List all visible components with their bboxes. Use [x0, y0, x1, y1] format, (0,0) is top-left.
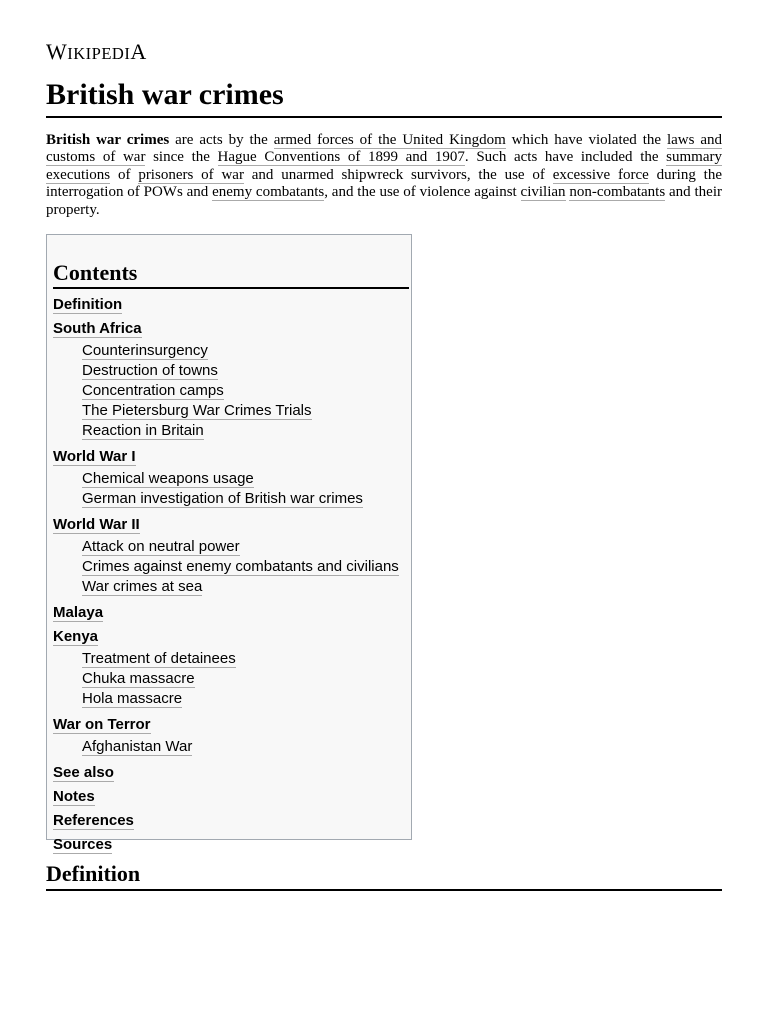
- toc-item-label: War crimes at sea: [82, 578, 203, 595]
- section-heading-definition: Definition: [46, 860, 722, 891]
- intro-link[interactable]: armed forces of the United Kingdom: [273, 132, 506, 148]
- intro-link[interactable]: excessive force: [552, 166, 649, 183]
- intro-text: of: [110, 166, 139, 183]
- toc-item-label: German investigation of British war crimes: [82, 490, 363, 507]
- toc-item-label: Kenya: [53, 628, 99, 645]
- toc-item[interactable]: [82, 690, 182, 708]
- intro-link[interactable]: prisoners of war: [138, 166, 244, 183]
- intro-text: , and the use of violence against: [324, 184, 521, 201]
- toc-title: Contents: [53, 259, 409, 289]
- wikipedia-logo[interactable]: [46, 40, 147, 66]
- toc-item[interactable]: [82, 490, 363, 508]
- toc-item-label: World War I: [53, 448, 136, 465]
- intro-link[interactable]: laws and customs of war: [46, 132, 723, 166]
- intro-text: are acts by the: [169, 132, 274, 148]
- intro-text: which have violated the: [505, 132, 667, 148]
- intro-text: and unarmed shipwreck survivors, the use of: [243, 166, 553, 183]
- toc-item[interactable]: [53, 716, 151, 734]
- toc-item[interactable]: [53, 836, 112, 854]
- toc-item-label: Notes: [53, 788, 95, 805]
- toc-item[interactable]: [53, 812, 134, 830]
- toc-item-label: Crimes against enemy combatants and civilians: [82, 558, 399, 575]
- toc-item-label: Reaction in Britain: [82, 422, 204, 439]
- intro-text: and their property.: [46, 184, 722, 218]
- intro-link[interactable]: enemy combatants: [212, 184, 325, 201]
- intro-paragraph: [46, 132, 722, 219]
- toc-item[interactable]: [82, 558, 399, 576]
- toc-item[interactable]: [53, 628, 98, 646]
- toc-item[interactable]: [82, 670, 195, 688]
- toc-item[interactable]: [82, 342, 208, 360]
- table-of-contents: [46, 234, 412, 853]
- toc-item[interactable]: [82, 650, 236, 668]
- toc-item[interactable]: [53, 788, 95, 806]
- toc-item[interactable]: [82, 382, 224, 400]
- toc-item[interactable]: [82, 402, 312, 420]
- toc-item-label: Attack on neutral power: [82, 538, 240, 555]
- intro-link[interactable]: Hague Conventions of 1899 and 1907: [217, 149, 465, 166]
- toc-item-label: World War II: [53, 516, 140, 533]
- toc-item[interactable]: [53, 516, 140, 534]
- toc-item[interactable]: [82, 578, 202, 596]
- toc-item-label: War on Terror: [53, 716, 151, 733]
- toc-item[interactable]: [82, 422, 204, 440]
- intro-link[interactable]: non-combatants: [569, 184, 666, 201]
- toc-item-label: Treatment of detainees: [82, 650, 236, 667]
- toc-item-label: Concentration camps: [82, 382, 224, 399]
- toc-item[interactable]: [53, 320, 142, 338]
- toc-item-label: See also: [53, 764, 114, 781]
- toc-item-label: Afghanistan War: [82, 738, 193, 755]
- toc-item-label: Sources: [53, 836, 113, 853]
- toc-item-label: Destruction of towns: [82, 362, 218, 379]
- toc-item-label: Counterinsurgency: [82, 342, 208, 359]
- intro-text: . Such acts have included the: [464, 149, 667, 166]
- logo-first-letter: W: [46, 39, 68, 64]
- intro-bold-term: British war crimes: [46, 132, 170, 148]
- toc-item-label: Chuka massacre: [82, 670, 195, 687]
- toc-item[interactable]: [53, 296, 122, 314]
- toc-item[interactable]: [82, 738, 192, 756]
- toc-item[interactable]: [53, 604, 103, 622]
- toc-item-label: Definition: [53, 296, 123, 313]
- page-title: British war crimes: [46, 76, 722, 118]
- toc-item-label: South Africa: [53, 320, 142, 337]
- toc-item[interactable]: [82, 538, 240, 556]
- toc-item-label: Hola massacre: [82, 690, 183, 707]
- logo-last-letter: A: [130, 39, 147, 64]
- toc-item[interactable]: [53, 448, 136, 466]
- intro-text: during the interrogation of POWs and: [46, 166, 722, 201]
- logo-middle-letters: IKIPEDI: [67, 44, 131, 63]
- toc-item-label: Malaya: [53, 604, 104, 621]
- toc-item[interactable]: [82, 362, 218, 380]
- intro-link[interactable]: summary executions: [46, 149, 722, 183]
- intro-text: since the: [145, 149, 218, 166]
- toc-item-label: Chemical weapons usage: [82, 470, 254, 487]
- toc-item[interactable]: [53, 764, 114, 782]
- toc-item-label: The Pietersburg War Crimes Trials: [82, 402, 312, 419]
- toc-item[interactable]: [82, 470, 254, 488]
- toc-item-label: References: [53, 812, 134, 829]
- intro-link[interactable]: civilian: [520, 184, 566, 201]
